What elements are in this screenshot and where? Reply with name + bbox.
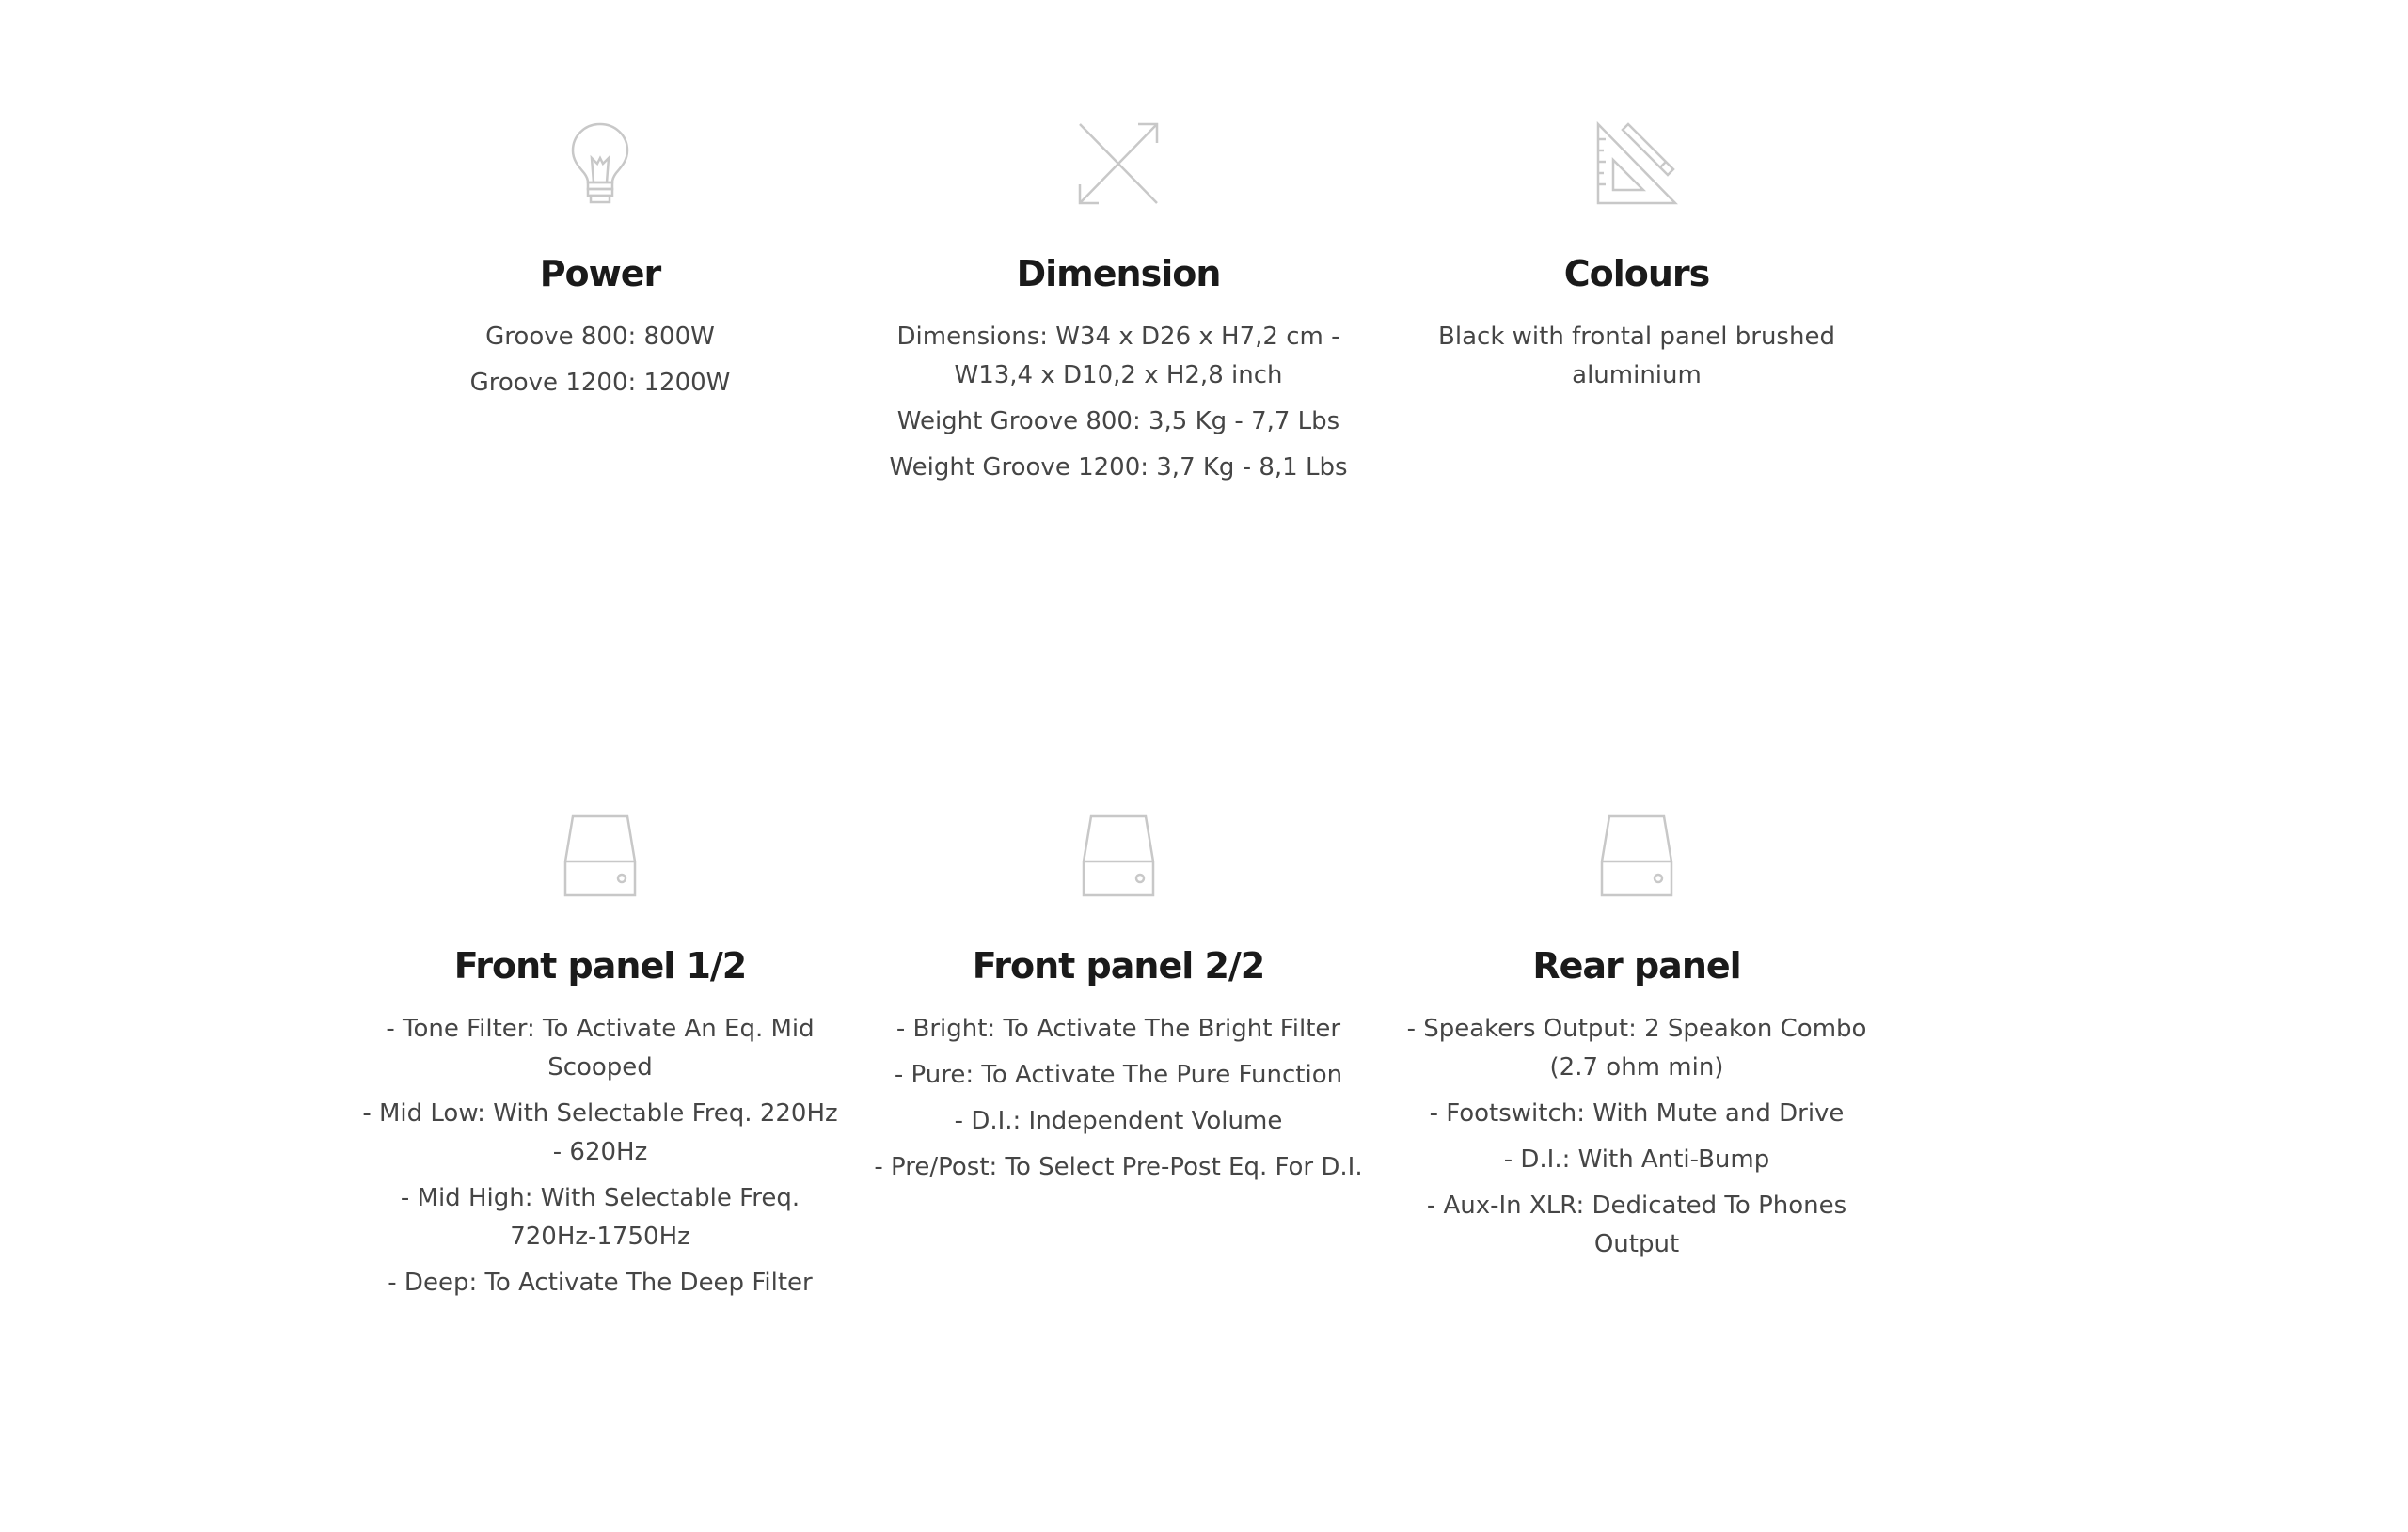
hard-drive-icon — [356, 813, 845, 899]
ruler-triangle-icon — [1392, 120, 1881, 207]
hard-drive-icon — [874, 813, 1363, 899]
feature-description — [356, 1010, 845, 1303]
feature-title: Dimension — [1016, 253, 1221, 294]
feature-rear-panel — [1392, 813, 1881, 1271]
feature-title: Rear panel — [1532, 945, 1741, 987]
feature-line: - Bright: To Activate The Bright Filter — [895, 1015, 1341, 1043]
feature-line: Weight Groove 800: 3,5 Kg - 7,7 Lbs — [896, 407, 1340, 435]
feature-front-panel-2 — [874, 813, 1363, 1194]
feature-front-panel-1 — [356, 813, 845, 1310]
feature-line: - D.I.: With Anti-Bump — [1503, 1145, 1770, 1174]
feature-line: - Tone Filter: To Activate An Eq. Mid Scooped — [386, 1015, 815, 1082]
feature-line: - Mid High: With Selectable Freq. 720Hz-1750Hz — [400, 1184, 800, 1251]
feature-line: Dimensions: W34 x D26 x H7,2 cm - W13,4 x D10,2 x H2,8 inch — [896, 323, 1340, 389]
lightbulb-icon — [356, 120, 845, 207]
feature-line: - Aux-In XLR: Dedicated To Phones Output — [1426, 1192, 1847, 1258]
feature-dimension — [874, 120, 1363, 495]
feature-line: - Pure: To Activate The Pure Function — [894, 1061, 1343, 1089]
feature-title: Front panel 1/2 — [453, 945, 747, 987]
feature-title: Power — [539, 253, 661, 294]
feature-line: Black with frontal panel brushed aluminium — [1438, 323, 1835, 389]
feature-description — [1392, 318, 1881, 395]
feature-line: Groove 800: 800W — [485, 323, 715, 351]
feature-description — [874, 318, 1363, 487]
feature-line: - Deep: To Activate The Deep Filter — [388, 1269, 813, 1297]
feature-colours — [1392, 120, 1881, 403]
feature-line: - Speakers Output: 2 Speakon Combo (2.7 ohm min) — [1406, 1015, 1867, 1082]
feature-line: Weight Groove 1200: 3,7 Kg - 8,1 Lbs — [889, 453, 1348, 482]
feature-line: Groove 1200: 1200W — [469, 369, 731, 397]
hard-drive-icon — [1392, 813, 1881, 899]
resize-arrows-icon — [874, 120, 1363, 207]
feature-title: Front panel 2/2 — [972, 945, 1265, 987]
feature-line: - Mid Low: With Selectable Freq. 220Hz - 620Hz — [362, 1099, 838, 1166]
feature-line: - Pre/Post: To Select Pre-Post Eq. For D.I. — [874, 1153, 1363, 1181]
feature-title: Colours — [1563, 253, 1710, 294]
feature-line: - Footswitch: With Mute and Drive — [1429, 1099, 1845, 1128]
feature-description — [356, 318, 845, 403]
feature-power — [356, 120, 845, 410]
feature-description — [874, 1010, 1363, 1187]
feature-description — [1392, 1010, 1881, 1264]
feature-line: - D.I.: Independent Volume — [954, 1107, 1283, 1135]
